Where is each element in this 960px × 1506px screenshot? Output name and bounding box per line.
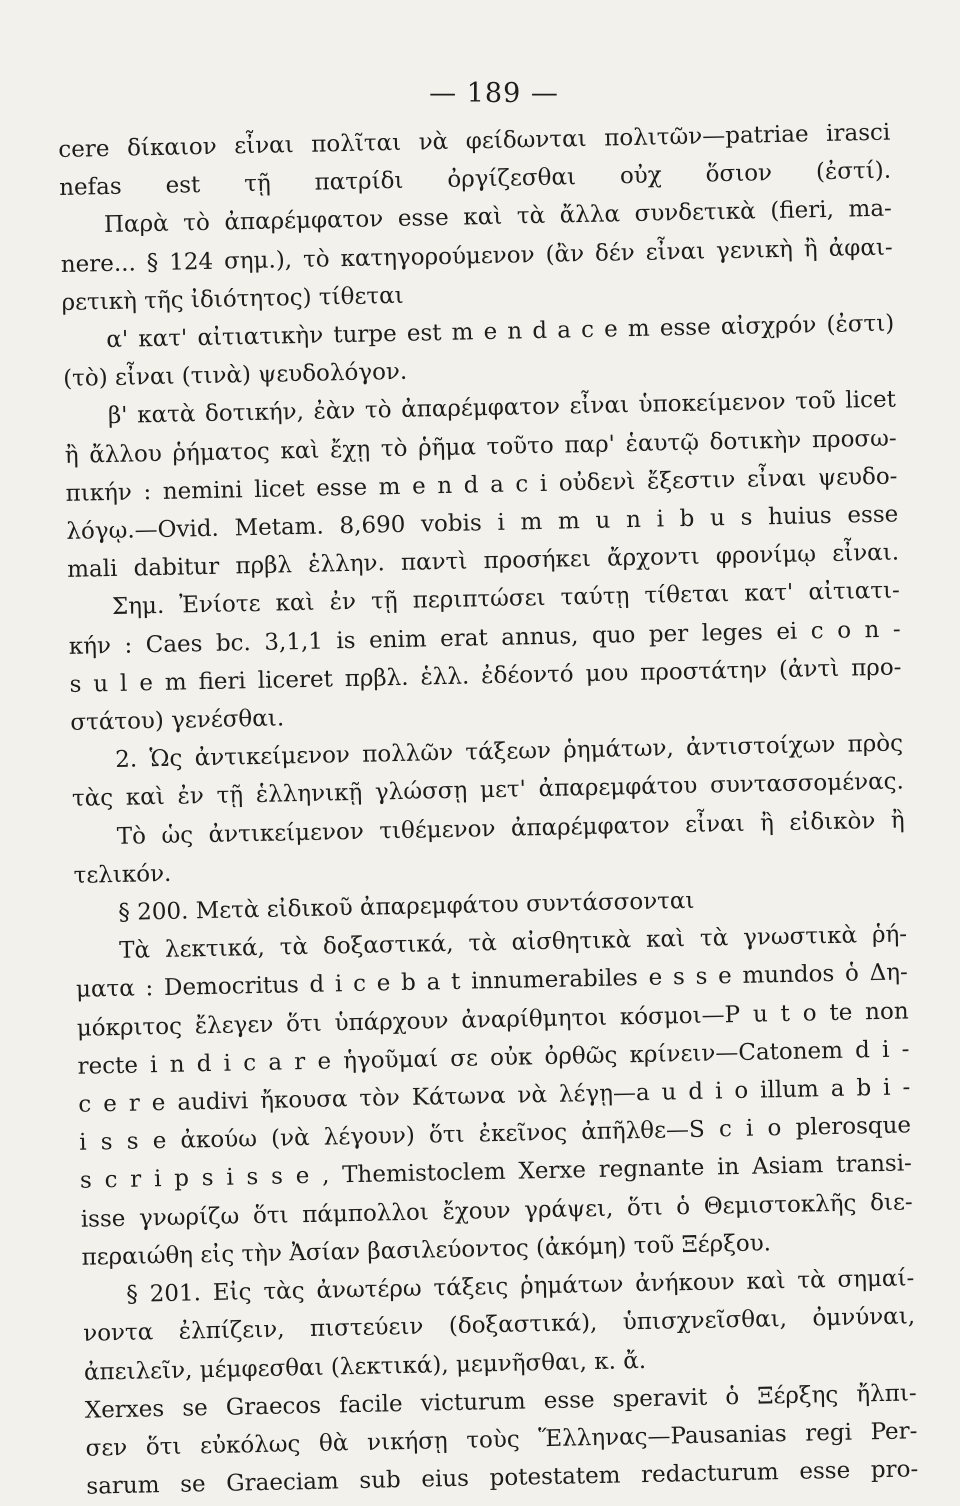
text-line: nefas est τῇ πατρίδι ὀργίζεσθαι οὐχ ὅσιον (ἐστί). [58, 157, 892, 202]
text-line: cere δίκαιον εἶναι πολῖται νὰ φείδωνται πολιτῶν—patriae irasci [58, 119, 891, 163]
text-line: sarum se Graeciam sub eius potestatem redacturum esse pro- [86, 1456, 919, 1500]
text-line: σεν ὅτι εὐκόλως θὰ νικήσῃ τοὺς Ἕλληνας—Pausanias regi Per- [85, 1418, 918, 1462]
text-line: mali dabitur πρβλ ἑλλην. παντὶ προσήκει ἄρχοντι φρονίμῳ εἶναι. [66, 539, 900, 584]
text-line: β' κατὰ δοτικήν, ἐὰν τὸ ἀπαρέμφατον εἶναι ὑποκείμενον τοῦ licet [107, 386, 897, 430]
page-number: — 189 — [429, 78, 559, 109]
text-line: Xerxes se Graecos facile victurum esse speravit ὁ Ξέρξης ἤλπι- [84, 1380, 917, 1424]
text-line: Τὸ ὡς ἀντικείμενον τιθέμενον ἀπαρέμφατον εἶναι ἢ εἰδικὸν ἢ [116, 807, 905, 850]
text-line: α' κατ' αἰτιατικὴν turpe est m e n d a c e m esse αἰσχρόν (ἐστι) [106, 310, 895, 354]
section-heading: § 200. Μετὰ εἰδικοῦ ἀπαρεμφάτου συντάσσονται [118, 887, 695, 926]
text-line: μόκριτος ἔλεγεν ὅτι ὑπάρχουν ἀναρίθμητοι κόσμοι—P u t o te non [76, 998, 909, 1042]
text-line: πικήν : nemini licet esse m e n d a c i οὐδενὶ ἔξεστιν εἶναι ψευδο- [65, 463, 898, 507]
text-line: ρετικὴ τῆς ἰδιότητος) τίθεται [61, 282, 404, 316]
text-line: τὰς καὶ ἐν τῇ ἑλληνικῇ γλώσσῃ μετ' ἀπαρεμφάτου συντασσομένας. [71, 768, 905, 813]
text-line: ἀπειλεῖν, μέμφεσθαι (λεκτικά), μεμνῆσθαι, κ. ἄ. [83, 1347, 647, 1386]
section-heading: § 201. Εἰς τὰς ἀνωτέρω τάξεις ῥημάτων ἀνήκουν καὶ τὰ σημαί- [126, 1265, 915, 1308]
text-line: nere... § 124 σημ.), τὸ κατηγορούμενον (ἂν δέν εἶναι γενικὴ ἢ ἀφαι- [60, 234, 893, 278]
text-line: στάτου) γενέσθαι. [70, 705, 285, 736]
text-line: s u l e m fieri liceret πρβλ. ἑλλ. ἐδέοντό μου προστάτην (ἀντὶ προ- [69, 654, 902, 698]
text-line: 2. Ὡς ἀντικείμενον πολλῶν τάξεων ῥημάτων, ἀντιστοίχων πρὸς [114, 730, 904, 774]
text-line: κήν : Caes bc. 3,1,1 is enim erat annus, quo per leges ei c o n - [68, 616, 901, 660]
text-line: c e r e audivi ἤκουσα τὸν Κάτωνα νὰ λέγῃ—a u d i o illum a b i - [78, 1074, 911, 1118]
text-line: ἢ ἄλλου ῥήματος καὶ ἔχῃ τὸ ῥῆμα τοῦτο παρ' ἑαυτῷ δοτικὴν προσω- [64, 425, 897, 469]
text-line: Τὰ λεκτικά, τὰ δοξαστικά, τὰ αἰσθητικὰ καὶ τὰ γνωστικὰ ῥή- [118, 921, 908, 965]
text-line: (τὸ) εἶναι (τινὰ) ψευδολόγον. [62, 358, 408, 393]
text-line: νοντα ἐλπίζειν, πιστεύειν (δοξαστικά), ὑπισχνεῖσθαι, ὀμνύναι, [82, 1303, 916, 1348]
text-line: recte i n d i c a r e ἡγοῦμαί σε οὐκ ὀρθῶς κρίνειν—Catonem d i - [77, 1036, 910, 1080]
body-text [58, 114, 919, 1506]
text-line: περαιώθη εἰς τὴν Ἀσίαν βασιλεύοντος (ἀκόμη) τοῦ Ξέρξου. [81, 1230, 772, 1271]
text-line: i s s e ἀκούω (νὰ λέγουν) ὅτι ἐκεῖνος ἀπῆλθε—S c i o plerosque [78, 1112, 912, 1157]
text-line: τελικόν. [73, 860, 172, 889]
text-line: s c r i p s i s s e , Themistoclem Xerxe regnante in Asiam transi- [79, 1150, 913, 1195]
text-line: ματα : Democritus d i c e b a t innumerabiles e s s e mundos ὁ Δη- [75, 959, 909, 1004]
text-line: λόγῳ.—Ovid. Metam. 8,690 vobis i m m u n i b u s huius esse [66, 501, 899, 545]
text-line: Παρὰ τὸ ἀπαρέμφατον esse καὶ τὰ ἄλλα συνδετικὰ (fieri, ma- [103, 195, 893, 239]
text-line: Σημ. Ἐνίοτε καὶ ἐν τῇ περιπτώσει ταύτῃ τίθεται κατ' αἰτιατι- [111, 577, 901, 621]
text-line: isse γνωρίζω ὅτι πάμπολλοι ἔχουν γράψει, ὅτι ὁ Θεμιστοκλῆς διε- [80, 1189, 913, 1233]
